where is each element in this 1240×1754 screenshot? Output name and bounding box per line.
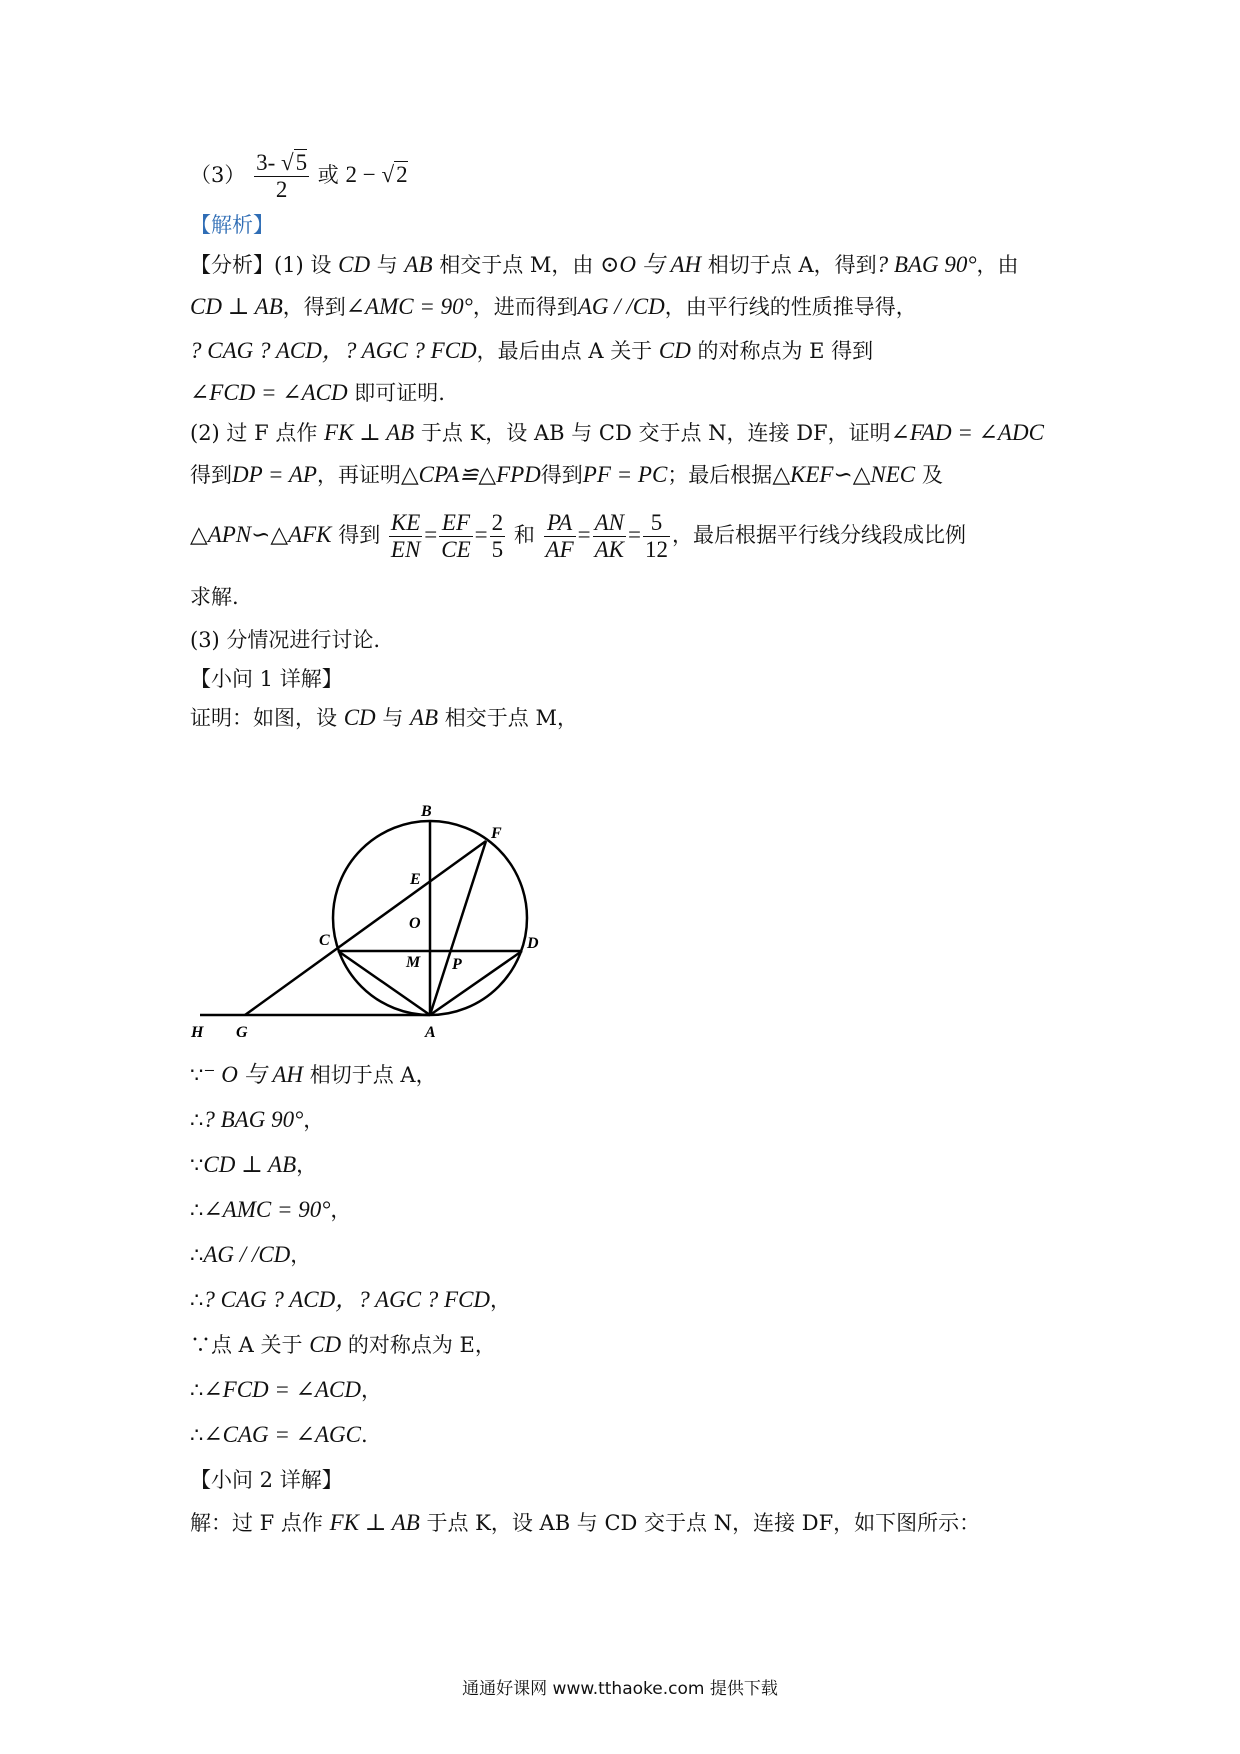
fraction-denominator: 2 [275, 177, 288, 202]
answer-3: （3） $\frac{3- √5}{2}$ 或 2 − √2 [190, 150, 408, 202]
q1-step-7: ∵点 A 关于 CD 的对称点为 E， [190, 1332, 496, 1357]
expr-sqrt: 2 [396, 162, 408, 187]
analysis-line-7: △APN∽△AFK 得到 $\frac{KE}{EN}$ = $\frac{EF}{CE}$ = $\frac{2}{5}$ 和 $\frac{PA}{AF}$ = $\frac{AN}{AK}$ = $\frac{5}{12}$ ，最后根据平行线分线段成比例 [190, 510, 966, 562]
label-g: G [236, 1024, 248, 1041]
q1-intro: 证明：如图，设 CD 与 AB 相交于点 M， [190, 705, 578, 730]
label-f: F [491, 825, 502, 842]
answer-label: （3） [190, 163, 246, 187]
label-p: P [452, 956, 462, 973]
analysis-line-3: ? CAG ? ACD，? AGC ? FCD，最后由点 A 关于 CD 的对称点为 E 得到 [190, 338, 874, 363]
or-text: 或 [317, 163, 339, 187]
fraction-2-5: $\frac{2}{5}$ [491, 510, 504, 562]
analysis-line-8: 求解. [190, 585, 239, 609]
label-c: C [319, 932, 330, 949]
q1-step-9: ∴∠CAG = ∠AGC. [190, 1422, 368, 1447]
fraction-5-12: $\frac{5}{12}$ [645, 510, 668, 562]
analysis-line-9: (3) 分情况进行讨论. [190, 628, 381, 652]
geometry-figure [185, 800, 565, 1050]
q1-step-1: ∵⁻ O 与 AH 相切于点 A， [190, 1062, 437, 1087]
analysis-line-6: 得到DP = AP，再证明△CPA≌△FPD得到PF = PC；最后根据△KEF∽△NEC 及 [190, 462, 943, 487]
label-b: B [421, 803, 432, 820]
label-o: O [409, 915, 421, 932]
analysis-line-5: (2) 过 F 点作 FK ⊥ AB 于点 K，设 AB 与 CD 交于点 N，连接 DF，证明∠FAD = ∠ADC [190, 420, 1044, 445]
fraction-ef-ce: $\frac{EF}{CE}$ [441, 510, 471, 562]
label-d: D [527, 935, 539, 952]
line-af [430, 841, 486, 1015]
q1-step-8: ∴∠FCD = ∠ACD， [190, 1377, 382, 1402]
q1-step-2: ∴? BAG 90°， [190, 1107, 325, 1132]
expr-a: 2 − [345, 162, 382, 187]
label-m: M [406, 954, 421, 971]
label-h: H [191, 1024, 204, 1041]
fraction-an-ak: $\frac{AN}{AK}$ [594, 510, 625, 562]
label-e: E [410, 871, 421, 888]
analysis-line-4: ∠FCD = ∠ACD 即可证明. [190, 380, 445, 405]
fraction-numerator: 3- [256, 150, 276, 175]
q1-step-3: ∵CD ⊥ AB， [190, 1152, 318, 1177]
q2-line: 解：过 F 点作 FK ⊥ AB 于点 K，设 AB 与 CD 交于点 N，连接 DF，如下图所示： [190, 1510, 981, 1535]
analysis-line-1: 【分析】(1) 设 CD 与 AB 相交于点 M，由 ⊙O 与 AH 相切于点 A，得到? BAG 90°，由 [190, 252, 1019, 277]
fraction-pa-af: $\frac{PA}{AF}$ [545, 510, 574, 562]
analysis-line-2: CD ⊥ AB，得到∠AMC = 90°，进而得到AG / /CD，由平行线的性质推导得， [190, 294, 917, 319]
q1-step-4: ∴∠AMC = 90°， [190, 1197, 352, 1222]
section-jiexi: 【解析】 [190, 213, 274, 237]
q1-step-6: ∴? CAG ? ACD，? AGC ? FCD， [190, 1287, 512, 1312]
q1-step-5: ∴AG / /CD， [190, 1242, 312, 1267]
q1-title: 【小问 1 详解】 [190, 667, 343, 691]
fraction-ke-en: $\frac{KE}{EN}$ [390, 510, 421, 562]
sqrt-radicand: 5 [295, 150, 308, 175]
label-a: A [425, 1024, 436, 1041]
footer-source: 通通好课网 www.tthaoke.com 提供下载 [462, 1679, 778, 1699]
answer-fraction: $\frac{3- √5}{2}$ [256, 150, 308, 202]
q2-title: 【小问 2 详解】 [190, 1468, 343, 1492]
line-da [430, 951, 522, 1015]
